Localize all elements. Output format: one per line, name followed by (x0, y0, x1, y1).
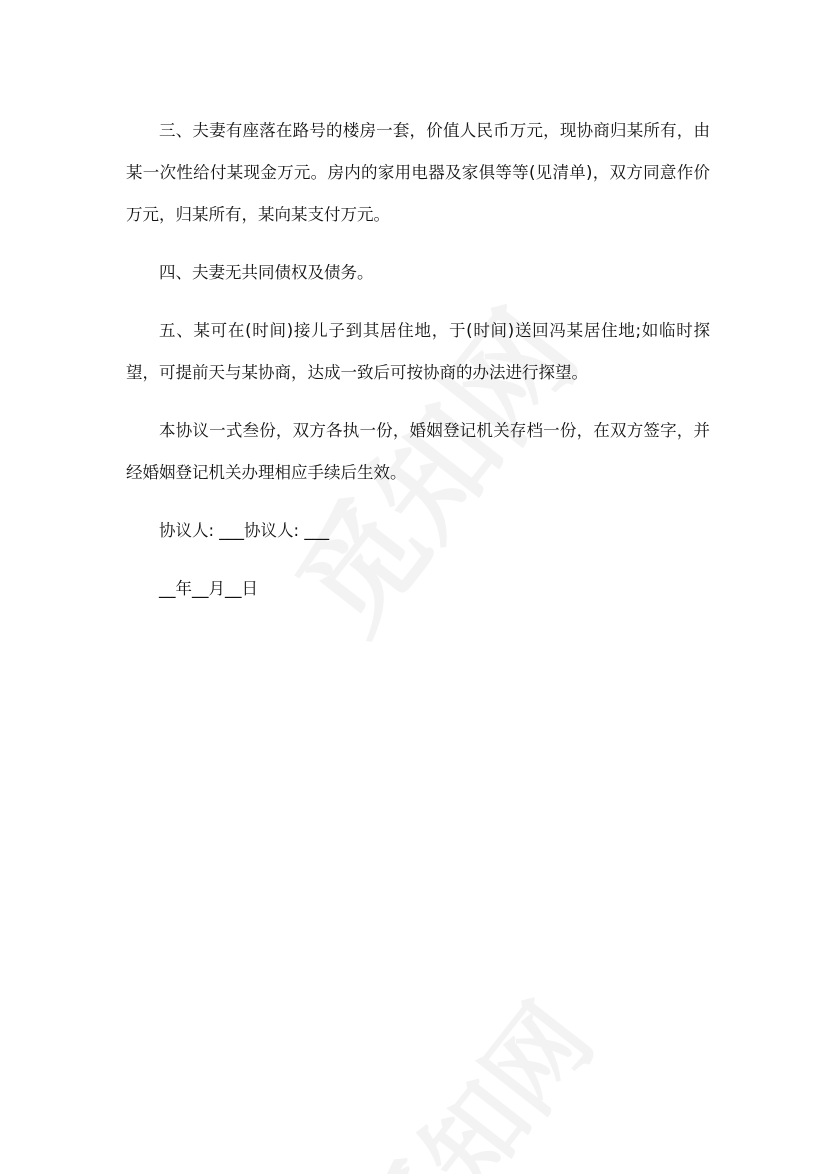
paragraph-effectiveness: 本协议一式叁份，双方各执一份，婚姻登记机关存档一份，在双方签字，并经婚姻登记机关办理相应手续后生效。 (126, 421, 710, 482)
signature-line: 协议人: ___协议人: ___ (159, 521, 330, 540)
document-body (126, 110, 710, 610)
date-line: __年__月__日 (159, 579, 258, 598)
paragraph-debts: 四、夫妻无共同债权及债务。 (159, 263, 374, 282)
paragraph-property-division: 三、夫妻有座落在路号的楼房一套，价值人民币万元，现协商归某所有，由某一次性给付某现金万元。房内的家用电器及家俱等等(见清单)，双方同意作价万元，归某所有，某向某支付万元。 (126, 121, 710, 224)
paragraph-visitation: 五、某可在(时间)接儿子到其居住地，于(时间)送回冯某居住地;如临时探望，可提前天与某协商，达成一致后可按协商的办法进行探望。 (126, 321, 710, 382)
watermark-bottom (321, 969, 619, 1174)
